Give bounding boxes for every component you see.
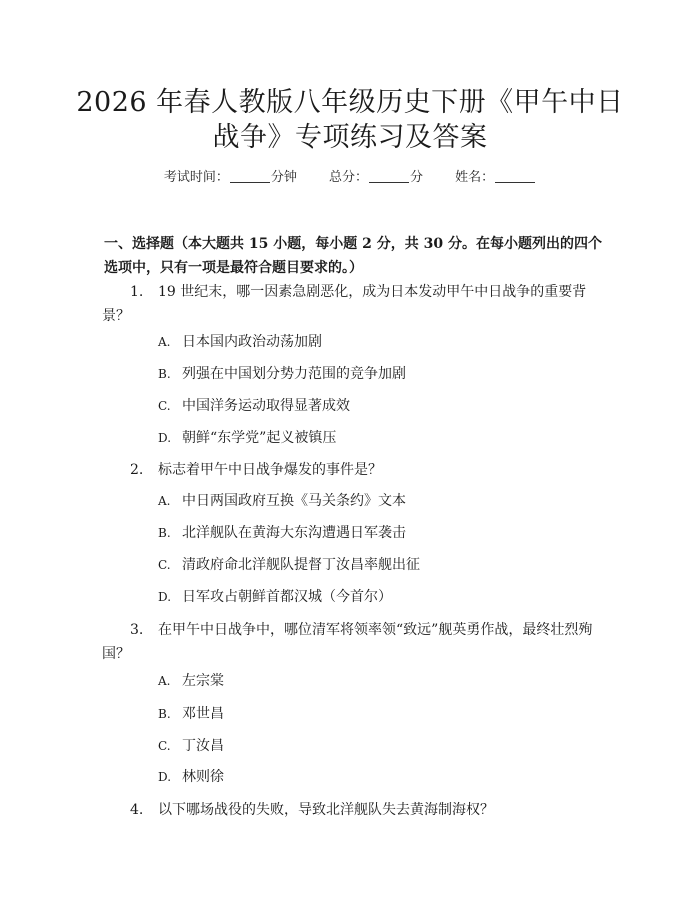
question-1-option-a (158, 331, 322, 353)
option-letter: C. (158, 558, 171, 572)
option-letter: B. (158, 526, 171, 540)
question-2-option-c (158, 554, 420, 576)
option-text: 中日两国政府互换《马关条约》文本 (182, 493, 406, 509)
option-letter: B. (158, 367, 171, 381)
question-2 (130, 458, 600, 482)
option-letter: A. (158, 494, 171, 508)
section-heading: 一、选择题（本大题共 15 小题，每小题 2 分，共 30 分。在每小题列出的四个选项中，只有一项是最符合题目要求的。） (104, 236, 602, 276)
option-text: 列强在中国划分势力范围的竞争加剧 (182, 366, 406, 382)
page-title-line-1: 2026 年春人教版八年级历史下册《甲午中日 (76, 87, 624, 118)
exam-time-unit: 分钟 (270, 170, 297, 185)
exam-time-label: 考试时间： (163, 170, 229, 185)
option-text: 北洋舰队在黄海大东沟遭遇日军袭击 (182, 525, 406, 541)
question-1 (102, 280, 600, 328)
exam-meta (0, 168, 700, 188)
option-letter: D. (158, 770, 172, 784)
question-3-option-d (158, 766, 224, 788)
option-letter: A. (158, 335, 171, 349)
option-text: 左宗棠 (182, 673, 224, 689)
option-text: 清政府命北洋舰队提督丁汝昌率舰出征 (182, 557, 420, 573)
question-stem: 19 世纪末，哪一因素急剧恶化，成为日本发动甲午中日战争的重要背 (158, 284, 587, 300)
question-2-option-a (158, 490, 406, 512)
option-text: 日本国内政治动荡加剧 (182, 334, 322, 350)
option-letter: D. (158, 590, 172, 604)
question-stem-continued: 国？ (102, 646, 130, 662)
option-text: 邓世昌 (182, 706, 224, 722)
option-letter: C. (158, 399, 171, 413)
exam-time-blank (230, 182, 270, 183)
question-1-option-b (158, 363, 406, 385)
question-stem: 以下哪场战役的失败，导致北洋舰队失去黄海制海权？ (158, 802, 494, 818)
option-text: 朝鲜“东学党”起义被镇压 (182, 430, 337, 446)
question-stem-continued: 景？ (102, 308, 130, 324)
question-number: 3. (130, 622, 144, 638)
question-number: 1. (130, 284, 144, 300)
option-letter: D. (158, 431, 172, 445)
question-3-option-c (158, 735, 224, 757)
option-text: 林则徐 (182, 769, 224, 785)
option-text: 中国洋务运动取得显著成效 (182, 398, 350, 414)
option-letter: B. (158, 707, 171, 721)
page-title-line-2: 战争》专项练习及答案 (212, 122, 488, 153)
student-name (455, 170, 536, 185)
total-score-unit: 分 (410, 170, 424, 185)
total-score-label: 总分： (328, 170, 368, 185)
question-2-option-b (158, 522, 406, 544)
question-stem: 标志着甲午中日战争爆发的事件是？ (158, 462, 382, 478)
option-letter: A. (158, 674, 171, 688)
total-score (329, 170, 423, 185)
question-3-option-a (158, 670, 224, 692)
option-text: 日军攻占朝鲜首都汉城（今首尔） (182, 589, 392, 605)
student-name-label: 姓名： (455, 170, 495, 185)
question-number: 2. (130, 462, 144, 478)
question-3 (102, 618, 600, 666)
option-letter: C. (158, 739, 171, 753)
total-score-blank (369, 182, 409, 183)
question-2-option-d (158, 586, 392, 608)
question-3-option-b (158, 703, 224, 725)
question-stem: 在甲午中日战争中，哪位清军将领率领“致远”舰英勇作战，最终壮烈殉 (158, 622, 593, 638)
question-number: 4. (130, 802, 144, 818)
student-name-blank (495, 182, 535, 183)
option-text: 丁汝昌 (182, 738, 224, 754)
question-1-option-d (158, 427, 336, 449)
exam-time (164, 170, 297, 185)
question-1-option-c (158, 395, 350, 417)
question-4 (130, 798, 600, 822)
